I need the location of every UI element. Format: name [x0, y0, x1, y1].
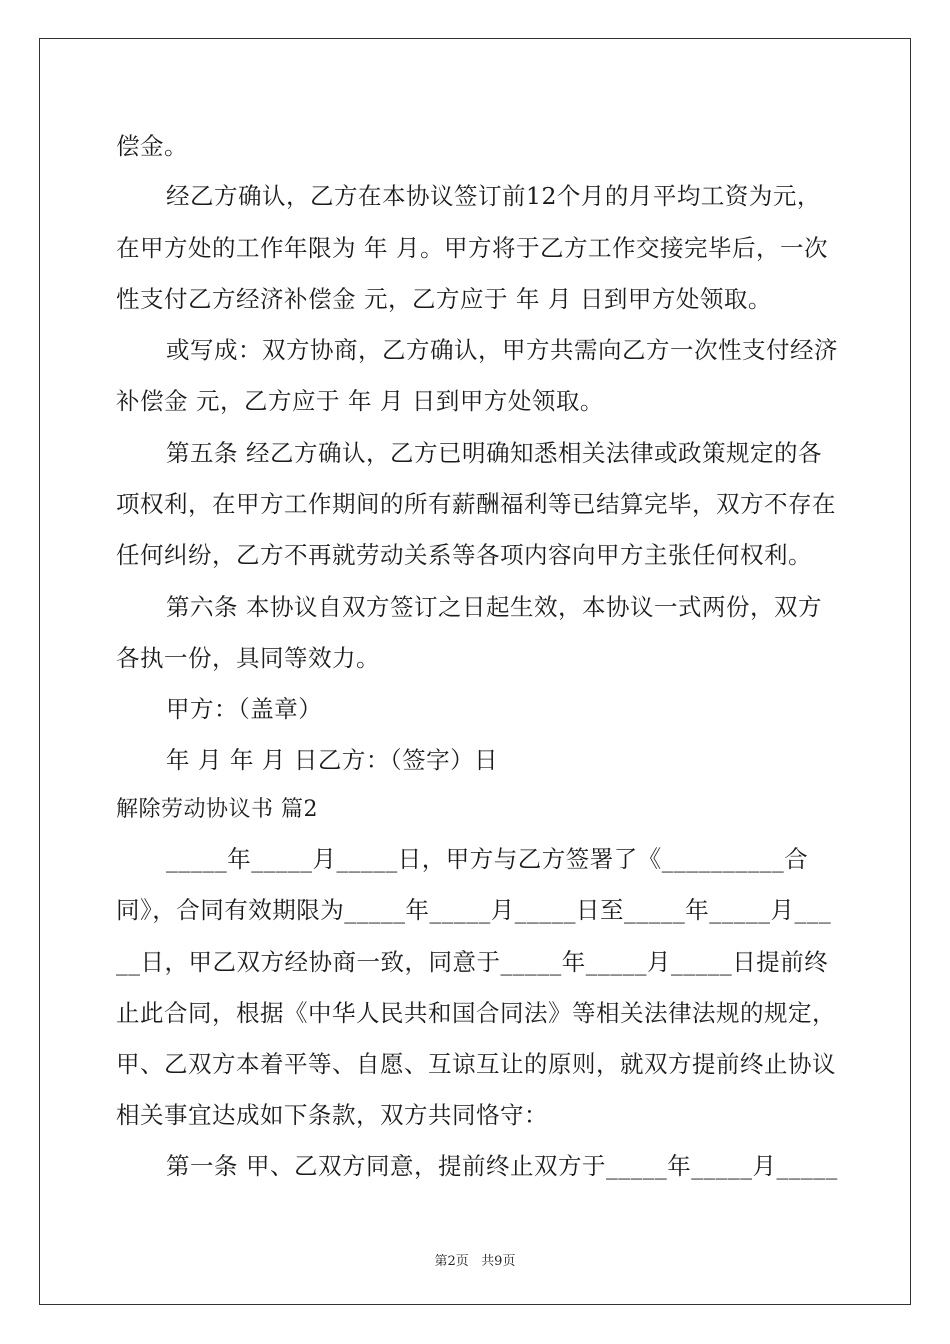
text-line: 在甲方处的工作年限为 年 月。甲方将于乙方工作交接完毕后，一次 — [116, 234, 828, 262]
text-line: 经乙方确认，乙方在本协议签订前12个月的月平均工资为元， — [166, 182, 821, 210]
text-line: 项权利，在甲方工作期间的所有薪酬福利等已结算完毕，双方不存在 — [116, 490, 836, 518]
text-line: 性支付乙方经济补偿金 元，乙方应于 年 月 日到甲方处领取。 — [116, 285, 772, 313]
text-line: _____年_____月_____日，甲方与乙方签署了《__________合 — [166, 845, 809, 873]
text-line: 任何纠纷，乙方不再就劳动关系等各项内容向甲方主张任何权利。 — [116, 541, 812, 569]
text-line: 第六条 本协议自双方签订之日起生效，本协议一式两份，双方 — [166, 593, 822, 621]
section-heading: 解除劳动协议书 篇2 — [116, 797, 318, 822]
text-line: 第五条 经乙方确认，乙方已明确知悉相关法律或政策规定的各 — [166, 439, 822, 467]
text-line: 甲方：（盖章） — [166, 695, 323, 723]
page-number: 第2页 共9页 — [434, 1254, 516, 1269]
text-line: 偿金。 — [116, 132, 188, 160]
text-line: 年 月 年 月 日乙方：（签字）日 — [166, 746, 499, 774]
text-line: __日，甲乙双方经协商一致，同意于_____年_____月_____日提前终 — [116, 948, 829, 976]
text-line: 甲、乙双方本着平等、自愿、互谅互让的原则，就双方提前终止协议 — [116, 1050, 836, 1078]
text-line: 同》，合同有效期限为_____年_____月_____日至_____年_____月___ — [116, 896, 832, 924]
text-line: 各执一份，具同等效力。 — [116, 644, 380, 672]
text-line: 相关事宜达成如下条款，双方共同恪守： — [116, 1101, 548, 1129]
text-line: 止此合同，根据《中华人民共和国合同法》等相关法律法规的规定， — [116, 999, 836, 1027]
text-line: 补偿金 元，乙方应于 年 月 日到甲方处领取。 — [116, 387, 604, 415]
text-line: 第一条 甲、乙双方同意，提前终止双方于_____年_____月_____ — [166, 1152, 838, 1180]
text-line: 或写成：双方协商，乙方确认，甲方共需向乙方一次性支付经济 — [166, 336, 838, 364]
